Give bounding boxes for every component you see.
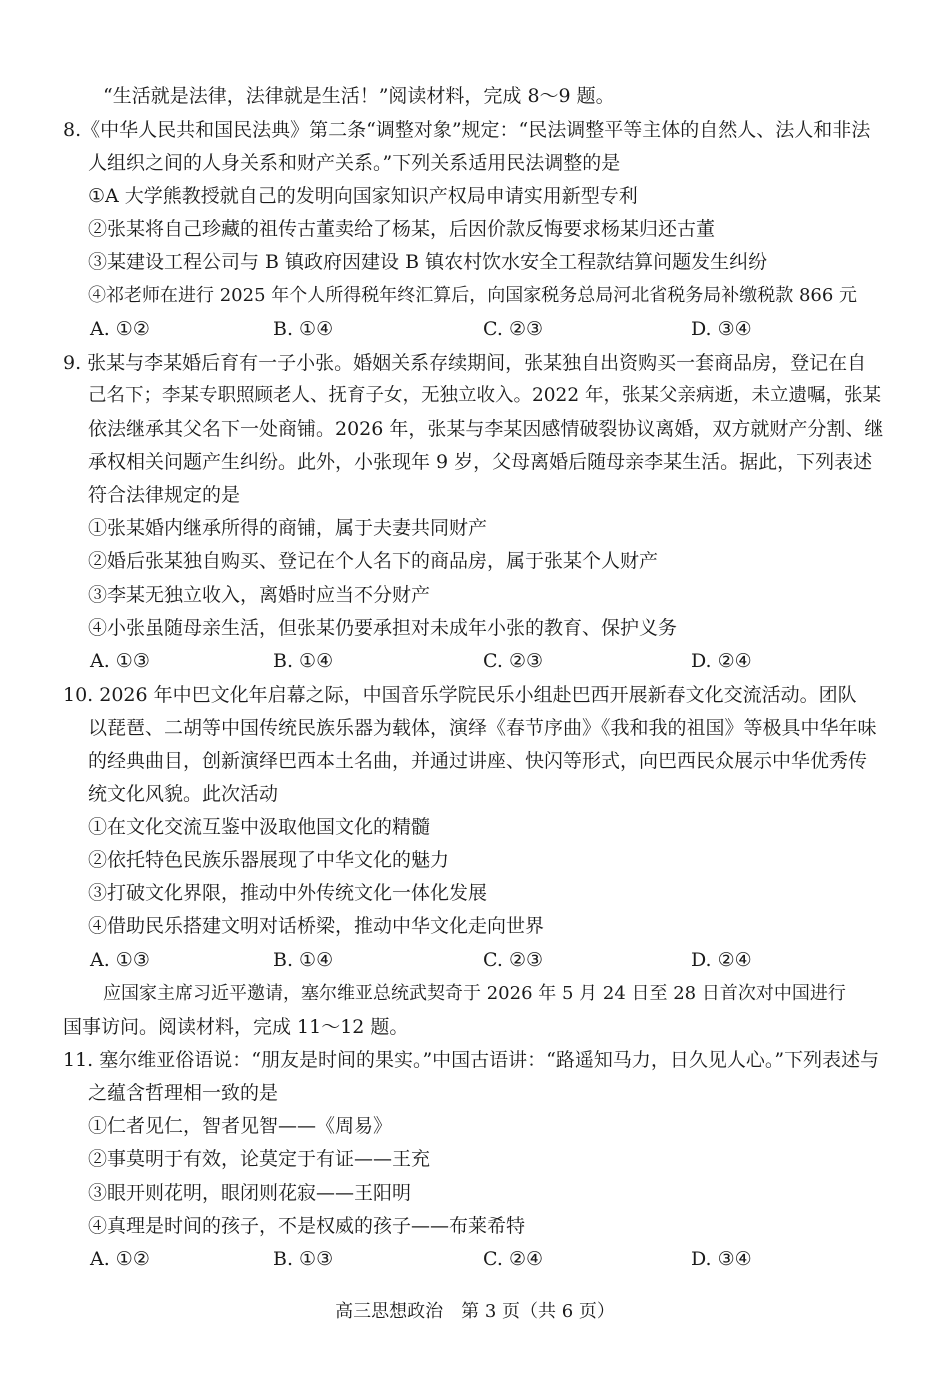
option-c[interactable]: C. ②③ <box>483 949 544 971</box>
question-8-line: 8.《中华人民共和国民法典》第二条“调整对象”规定：“民法调整平等主体的自然人、法人和非法 <box>63 119 871 141</box>
statement-3: ③某建设工程公司与 B 镇政府因建设 B 镇农村饮水安全工程款结算问题发生纠纷 <box>88 251 768 273</box>
question-11-line: 之蕴含哲理相一致的是 <box>88 1082 279 1104</box>
option-d[interactable]: D. ②④ <box>691 949 752 971</box>
question-10-line: 统文化风貌。此次活动 <box>88 783 279 805</box>
statement-2: ②依托特色民族乐器展现了中华文化的魅力 <box>88 849 450 871</box>
statement-3: ③打破文化界限，推动中外传统文化一体化发展 <box>88 882 488 904</box>
question-9-line: 9. 张某与李某婚后育有一子小张。婚姻关系存续期间，张某独自出资购买一套商品房，登记在自 <box>63 352 867 374</box>
statement-2: ②婚后张某独自购买、登记在个人名下的商品房，属于张某个人财产 <box>88 550 659 572</box>
option-a[interactable]: A. ①③ <box>90 650 150 672</box>
question-9-line: 承权相关问题产生纠纷。此外，小张现年 9 岁，父母离婚后随母亲李某生活。据此，下列表述 <box>88 451 873 473</box>
question-10-line: 的经典曲目，创新演绎巴西本土名曲，并通过讲座、快闪等形式，向巴西民众展示中华优秀传 <box>88 750 868 772</box>
statement-4: ④借助民乐搭建文明对话桥梁，推动中华文化走向世界 <box>88 915 545 937</box>
statement-3: ③李某无独立收入，离婚时应当不分财产 <box>88 584 431 606</box>
option-d[interactable]: D. ③④ <box>691 318 752 340</box>
option-c[interactable]: C. ②④ <box>483 1248 544 1270</box>
question-9-line: 己名下；李某专职照顾老人、抚育子女，无独立收入。2022 年，张某父亲病逝，未立遗嘱，张某 <box>88 385 881 406</box>
question-9-line: 符合法律规定的是 <box>88 484 241 506</box>
option-a[interactable]: A. ①③ <box>90 949 150 971</box>
statement-4: ④真理是时间的孩子，不是权威的孩子——布莱希特 <box>88 1215 526 1237</box>
statement-4: ④小张虽随母亲生活，但张某仍要承担对未成年小张的教育、保护义务 <box>88 617 678 639</box>
statement-1: ①A 大学熊教授就自己的发明向国家知识产权局申请实用新型专利 <box>88 185 638 207</box>
question-10-line: 10. 2026 年中巴文化年启幕之际，中国音乐学院民乐小组赴巴西开展新春文化交流活动。团队 <box>63 684 857 706</box>
option-a[interactable]: A. ①② <box>90 318 150 340</box>
statement-1: ①张某婚内继承所得的商铺，属于夫妻共同财产 <box>88 517 488 539</box>
statement-4: ④祁老师在进行 2025 年个人所得税年终汇算后，向国家税务总局河北省税务局补缴税款 866 元 <box>88 285 858 306</box>
statement-2: ②事莫明于有效，论莫定于有证——王充 <box>88 1148 431 1170</box>
option-b[interactable]: B. ①③ <box>273 1248 334 1270</box>
option-c[interactable]: C. ②③ <box>483 650 544 672</box>
question-8-line: 人组织之间的人身关系和财产关系。”下列关系适用民法调整的是 <box>88 152 621 174</box>
intro-8-9: “生活就是法律，法律就是生活！”阅读材料，完成 8～9 题。 <box>103 85 615 107</box>
option-b[interactable]: B. ①④ <box>273 650 334 672</box>
statement-2: ②张某将自己珍藏的祖传古董卖给了杨某，后因价款反悔要求杨某归还古董 <box>88 218 716 240</box>
statement-3: ③眼开则花明，眼闭则花寂——王阳明 <box>88 1182 412 1204</box>
intro-11-12: 国事访问。阅读材料，完成 11～12 题。 <box>63 1016 409 1038</box>
option-d[interactable]: D. ②④ <box>691 650 752 672</box>
option-a[interactable]: A. ①② <box>90 1248 150 1270</box>
page-footer: 高三思想政治 第 3 页（共 6 页） <box>335 1301 615 1322</box>
option-d[interactable]: D. ③④ <box>691 1248 752 1270</box>
option-c[interactable]: C. ②③ <box>483 318 544 340</box>
question-9-line: 依法继承其父名下一处商铺。2026 年，张某与李某因感情破裂协议离婚，双方就财产分割、继 <box>88 418 884 440</box>
question-11-line: 11. 塞尔维亚俗语说：“朋友是时间的果实。”中国古语讲：“路遥知马力，日久见人心。”下列表述与 <box>63 1049 880 1071</box>
intro-11-12: 应国家主席习近平邀请，塞尔维亚总统武契奇于 2026 年 5 月 24 日至 28 日首次对中国进行 <box>103 983 846 1004</box>
question-10-line: 以琵琶、二胡等中国传统民族乐器为载体，演绎《春节序曲》《我和我的祖国》等极具中华年味 <box>88 717 877 739</box>
option-b[interactable]: B. ①④ <box>273 318 334 340</box>
statement-1: ①在文化交流互鉴中汲取他国文化的精髓 <box>88 816 431 838</box>
option-b[interactable]: B. ①④ <box>273 949 334 971</box>
statement-1: ①仁者见仁，智者见智——《周易》 <box>88 1115 393 1137</box>
